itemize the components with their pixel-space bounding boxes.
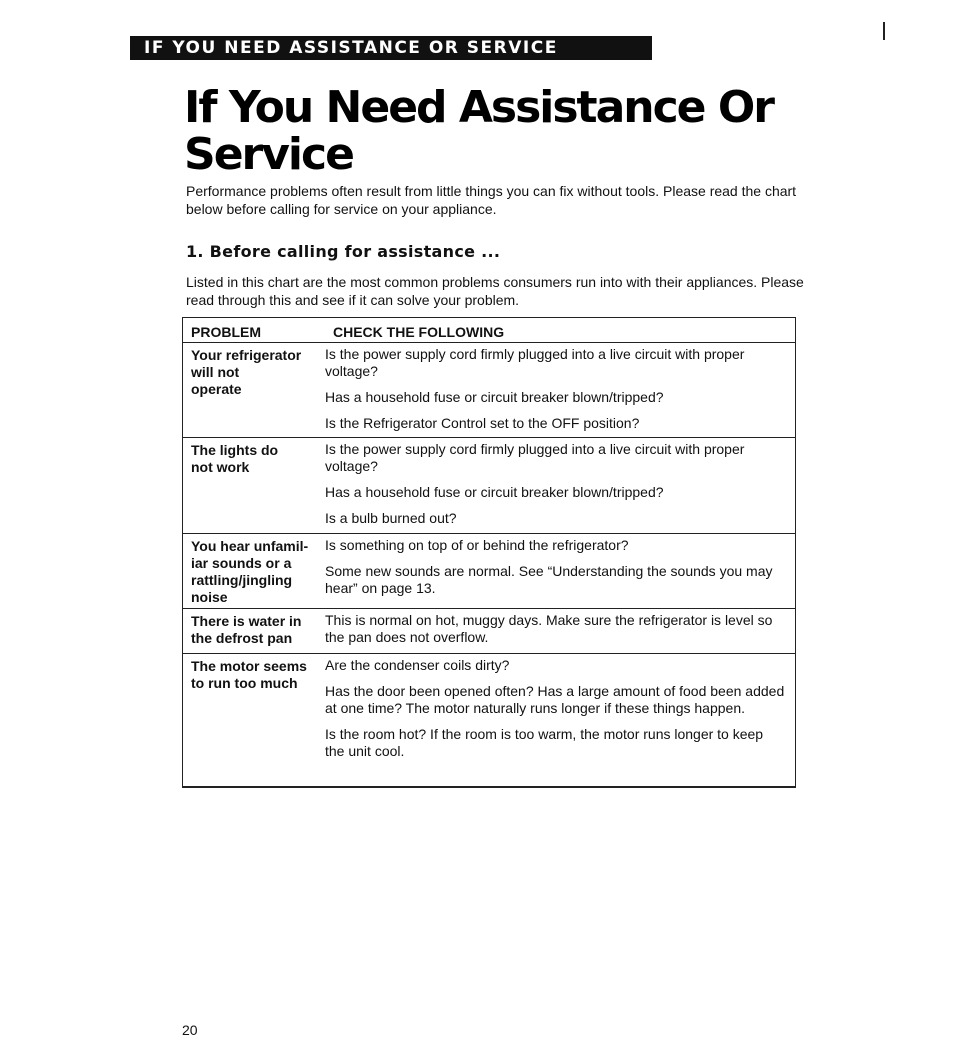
problem-line: The motor seems <box>191 658 307 674</box>
problem-line: not work <box>191 459 250 475</box>
problem-cell <box>183 438 325 533</box>
check-item: Is the power supply cord firmly plugged into a live circuit with proper voltage? <box>325 346 745 379</box>
check-cell <box>325 609 795 653</box>
problem-line: operate <box>191 381 242 397</box>
page-title <box>184 84 824 178</box>
problem-column-header: PROBLEM <box>191 324 261 340</box>
problem-cell <box>183 609 325 653</box>
problem-line: the defrost pan <box>191 630 293 646</box>
problem-line: Your refrigerator <box>191 347 302 363</box>
check-item: Has a household fuse or circuit breaker blown/tripped? <box>325 484 664 500</box>
table-header-row <box>183 318 795 342</box>
problem-line: You hear unfamil- <box>191 538 309 554</box>
intro-paragraph: Performance problems often result from little things you can fix without tools. Please read the chart below before calling for service on your appliance. <box>186 183 797 217</box>
problem-line: The lights do <box>191 442 279 458</box>
check-cell <box>325 534 795 608</box>
problem-line: rattling/jingling <box>191 572 293 588</box>
check-item: Is the Refrigerator Control set to the OFF position? <box>325 415 640 431</box>
margin-mark <box>883 22 885 40</box>
check-item: Is the room hot? If the room is too warm, the motor runs longer to keep the unit cool. <box>325 726 764 759</box>
check-item: Some new sounds are normal. See “Understanding the sounds you may hear” on page 13. <box>325 563 773 596</box>
problem-line: will not <box>191 364 240 380</box>
check-item: Has a household fuse or circuit breaker blown/tripped? <box>325 389 664 405</box>
chart-intro-paragraph: Listed in this chart are the most common problems consumers run into with their appliances. Please read through this and see if it can solve your problem. <box>186 274 804 308</box>
table-row <box>183 608 795 653</box>
table-row <box>183 342 795 437</box>
check-item: This is normal on hot, muggy days. Make sure the refrigerator is level so the pan does not overflow. <box>325 612 773 645</box>
page-number: 20 <box>182 1022 198 1038</box>
problem-cell <box>183 343 325 437</box>
table-row <box>183 653 795 786</box>
troubleshooting-table <box>182 317 796 788</box>
check-cell <box>325 654 795 786</box>
problem-line: iar sounds or a <box>191 555 292 571</box>
page-title-line-2: Service <box>184 129 353 180</box>
check-item: Are the condenser coils dirty? <box>325 657 510 673</box>
table-row <box>183 437 795 533</box>
check-item: Is the power supply cord firmly plugged into a live circuit with proper voltage? <box>325 441 745 474</box>
problem-cell <box>183 654 325 786</box>
problem-line: to run too much <box>191 675 298 691</box>
check-item: Is a bulb burned out? <box>325 510 457 526</box>
check-item: Has the door been opened often? Has a large amount of food been added at one time? The motor naturally runs longer if these things happen. <box>325 683 785 716</box>
section-banner: IF YOU NEED ASSISTANCE OR SERVICE <box>130 36 652 60</box>
check-cell <box>325 438 795 533</box>
check-item: Is something on top of or behind the refrigerator? <box>325 537 629 553</box>
check-column-header: CHECK THE FOLLOWING <box>333 324 505 340</box>
problem-line: There is water in <box>191 613 302 629</box>
page-title-line-1: If You Need Assistance Or <box>184 82 773 133</box>
problem-cell <box>183 534 325 608</box>
table-row <box>183 533 795 608</box>
check-cell <box>325 343 795 437</box>
problem-line: noise <box>191 589 228 605</box>
section-heading: 1. Before calling for assistance ... <box>186 242 501 261</box>
